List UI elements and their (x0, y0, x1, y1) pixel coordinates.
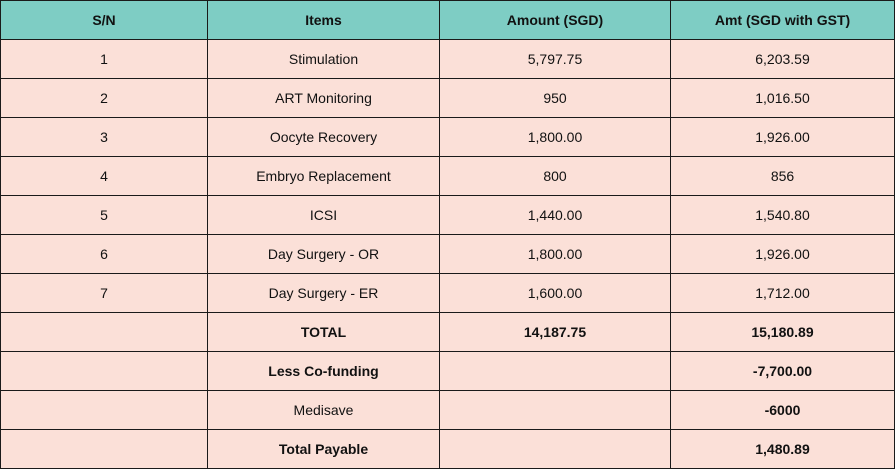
table-row (1, 40, 895, 79)
cell-sn: 2 (1, 79, 208, 118)
cell-sn: 7 (1, 274, 208, 313)
table-row (1, 118, 895, 157)
cell-amount: 1,440.00 (440, 196, 671, 235)
cell-amount: 1,800.00 (440, 235, 671, 274)
cell-item: Stimulation (208, 40, 440, 79)
cell-amount-gst: 1,016.50 (671, 79, 895, 118)
co-funding-amount-gst: -7,700.00 (671, 352, 895, 391)
co-funding-label: Less Co-funding (208, 352, 440, 391)
cell-amount: 1,600.00 (440, 274, 671, 313)
medisave-row (1, 391, 895, 430)
total-amount: 14,187.75 (440, 313, 671, 352)
total-label: TOTAL (208, 313, 440, 352)
cell-amount-gst: 856 (671, 157, 895, 196)
cell-sn-empty (1, 430, 208, 469)
cell-item: Day Surgery - ER (208, 274, 440, 313)
table-row (1, 79, 895, 118)
total-payable-amount-gst: 1,480.89 (671, 430, 895, 469)
cell-item: ART Monitoring (208, 79, 440, 118)
total-row (1, 313, 895, 352)
cell-sn-empty (1, 352, 208, 391)
total-payable-row (1, 430, 895, 469)
cell-sn-empty (1, 391, 208, 430)
table-row (1, 157, 895, 196)
medisave-label: Medisave (208, 391, 440, 430)
header-sn: S/N (1, 1, 208, 40)
cell-item: Embryo Replacement (208, 157, 440, 196)
cell-amount-gst: 1,540.80 (671, 196, 895, 235)
cell-item: Day Surgery - OR (208, 235, 440, 274)
header-row (1, 1, 895, 40)
cell-sn-empty (1, 313, 208, 352)
total-payable-amount-empty (440, 430, 671, 469)
cell-sn: 5 (1, 196, 208, 235)
cell-amount: 1,800.00 (440, 118, 671, 157)
medisave-amount-empty (440, 391, 671, 430)
cell-amount-gst: 6,203.59 (671, 40, 895, 79)
cell-amount-gst: 1,926.00 (671, 235, 895, 274)
total-payable-label: Total Payable (208, 430, 440, 469)
medisave-amount-gst: -6000 (671, 391, 895, 430)
cell-sn: 1 (1, 40, 208, 79)
table-row (1, 274, 895, 313)
total-amount-gst: 15,180.89 (671, 313, 895, 352)
co-funding-amount-empty (440, 352, 671, 391)
cell-sn: 3 (1, 118, 208, 157)
table-body (1, 40, 895, 469)
cell-sn: 4 (1, 157, 208, 196)
cell-amount-gst: 1,926.00 (671, 118, 895, 157)
table-header (1, 1, 895, 40)
header-amount-gst: Amt (SGD with GST) (671, 1, 895, 40)
table-row (1, 235, 895, 274)
cell-item: Oocyte Recovery (208, 118, 440, 157)
co-funding-row (1, 352, 895, 391)
cell-amount: 800 (440, 157, 671, 196)
header-amount: Amount (SGD) (440, 1, 671, 40)
cell-amount: 950 (440, 79, 671, 118)
cell-sn: 6 (1, 235, 208, 274)
table-row (1, 196, 895, 235)
cell-amount-gst: 1,712.00 (671, 274, 895, 313)
cell-amount: 5,797.75 (440, 40, 671, 79)
cell-item: ICSI (208, 196, 440, 235)
header-items: Items (208, 1, 440, 40)
